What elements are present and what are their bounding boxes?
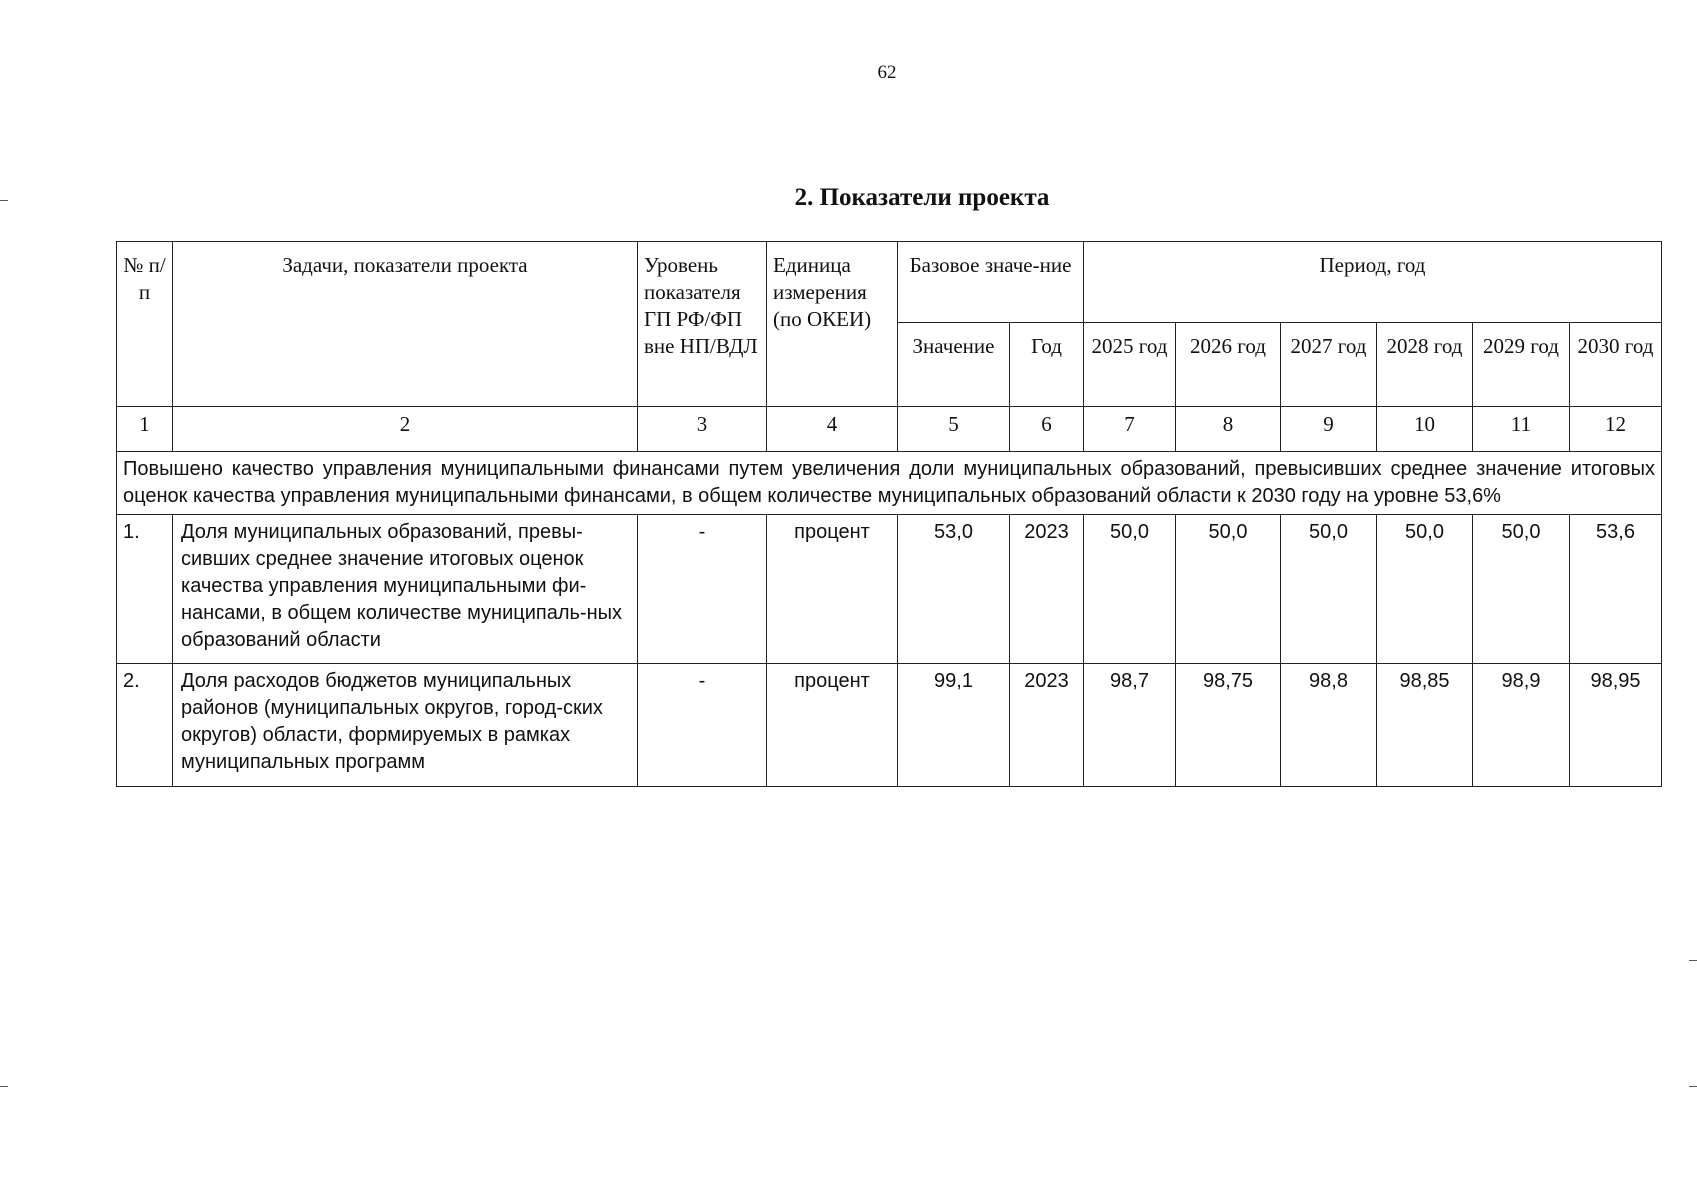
column-number: 1: [117, 407, 173, 452]
header-level: Уровень показателя ГП РФ/ФП вне НП/ВДЛ: [638, 242, 767, 407]
row-value-2027: 50,0: [1281, 515, 1377, 664]
header-year-2027: 2027 год: [1281, 323, 1377, 407]
margin-mark: [0, 200, 8, 201]
row-num: 1.: [117, 515, 173, 664]
row-value-2026: 50,0: [1176, 515, 1281, 664]
row-value-2027: 98,8: [1281, 664, 1377, 787]
row-unit: процент: [767, 515, 898, 664]
row-value-2028: 98,85: [1377, 664, 1473, 787]
margin-mark: [1689, 1086, 1697, 1087]
column-number: 8: [1176, 407, 1281, 452]
header-period: Период, год: [1084, 242, 1662, 323]
header-base-value: Значение: [898, 323, 1010, 407]
row-value-2030: 53,6: [1570, 515, 1662, 664]
margin-mark: [0, 1086, 8, 1087]
header-unit: Единица измерения (по ОКЕИ): [767, 242, 898, 407]
header-year-2025: 2025 год: [1084, 323, 1176, 407]
header-base: Базовое значе-ние: [898, 242, 1084, 323]
row-base-year: 2023: [1010, 515, 1084, 664]
row-value-2025: 50,0: [1084, 515, 1176, 664]
table-row: [117, 515, 1662, 664]
row-level: -: [638, 664, 767, 787]
header-num: № п/п: [117, 242, 173, 407]
header-year-2028: 2028 год: [1377, 323, 1473, 407]
row-num: 2.: [117, 664, 173, 787]
row-base-value: 53,0: [898, 515, 1010, 664]
row-level: -: [638, 515, 767, 664]
column-number: 12: [1570, 407, 1662, 452]
header-year-2030: 2030 год: [1570, 323, 1662, 407]
column-number: 6: [1010, 407, 1084, 452]
row-value-2030: 98,95: [1570, 664, 1662, 787]
page-number: 62: [877, 62, 897, 83]
column-number-row: [117, 407, 1662, 452]
column-number: 11: [1473, 407, 1570, 452]
header-base-year: Год: [1010, 323, 1084, 407]
row-value-2029: 50,0: [1473, 515, 1570, 664]
column-number: 7: [1084, 407, 1176, 452]
column-number: 3: [638, 407, 767, 452]
section-title: 2. Показатели проекта: [794, 184, 1050, 211]
header-row-1: [117, 242, 1662, 323]
row-base-value: 99,1: [898, 664, 1010, 787]
row-value-2026: 98,75: [1176, 664, 1281, 787]
row-value-2025: 98,7: [1084, 664, 1176, 787]
goal-row: [117, 452, 1662, 515]
row-indicator-name: Доля муниципальных образований, превы-сивших среднее значение итоговых оценок качества управления муниципальными фи-нансами, в общем количестве муниципаль-ных образований области: [173, 515, 638, 664]
row-base-year: 2023: [1010, 664, 1084, 787]
column-number: 5: [898, 407, 1010, 452]
row-value-2029: 98,9: [1473, 664, 1570, 787]
column-number: 2: [173, 407, 638, 452]
header-year-2026: 2026 год: [1176, 323, 1281, 407]
column-number: 9: [1281, 407, 1377, 452]
table-row: [117, 664, 1662, 787]
goal-text: Повышено качество управления муниципальными финансами путем увеличения доли муниципальных образований, превысивших среднее значение итоговых оценок качества управления муниципальными финансами, в общем количестве муниципальных образований области к 2030 году на уровне 53,6%: [117, 452, 1662, 515]
margin-mark: [1689, 960, 1697, 961]
header-year-2029: 2029 год: [1473, 323, 1570, 407]
row-unit: процент: [767, 664, 898, 787]
header-name: Задачи, показатели проекта: [173, 242, 638, 407]
column-number: 4: [767, 407, 898, 452]
column-number: 10: [1377, 407, 1473, 452]
row-value-2028: 50,0: [1377, 515, 1473, 664]
row-indicator-name: Доля расходов бюджетов муниципальных районов (муниципальных округов, город-ских округов) области, формируемых в рамках муниципальных программ: [173, 664, 638, 787]
indicators-table: [116, 241, 1662, 787]
